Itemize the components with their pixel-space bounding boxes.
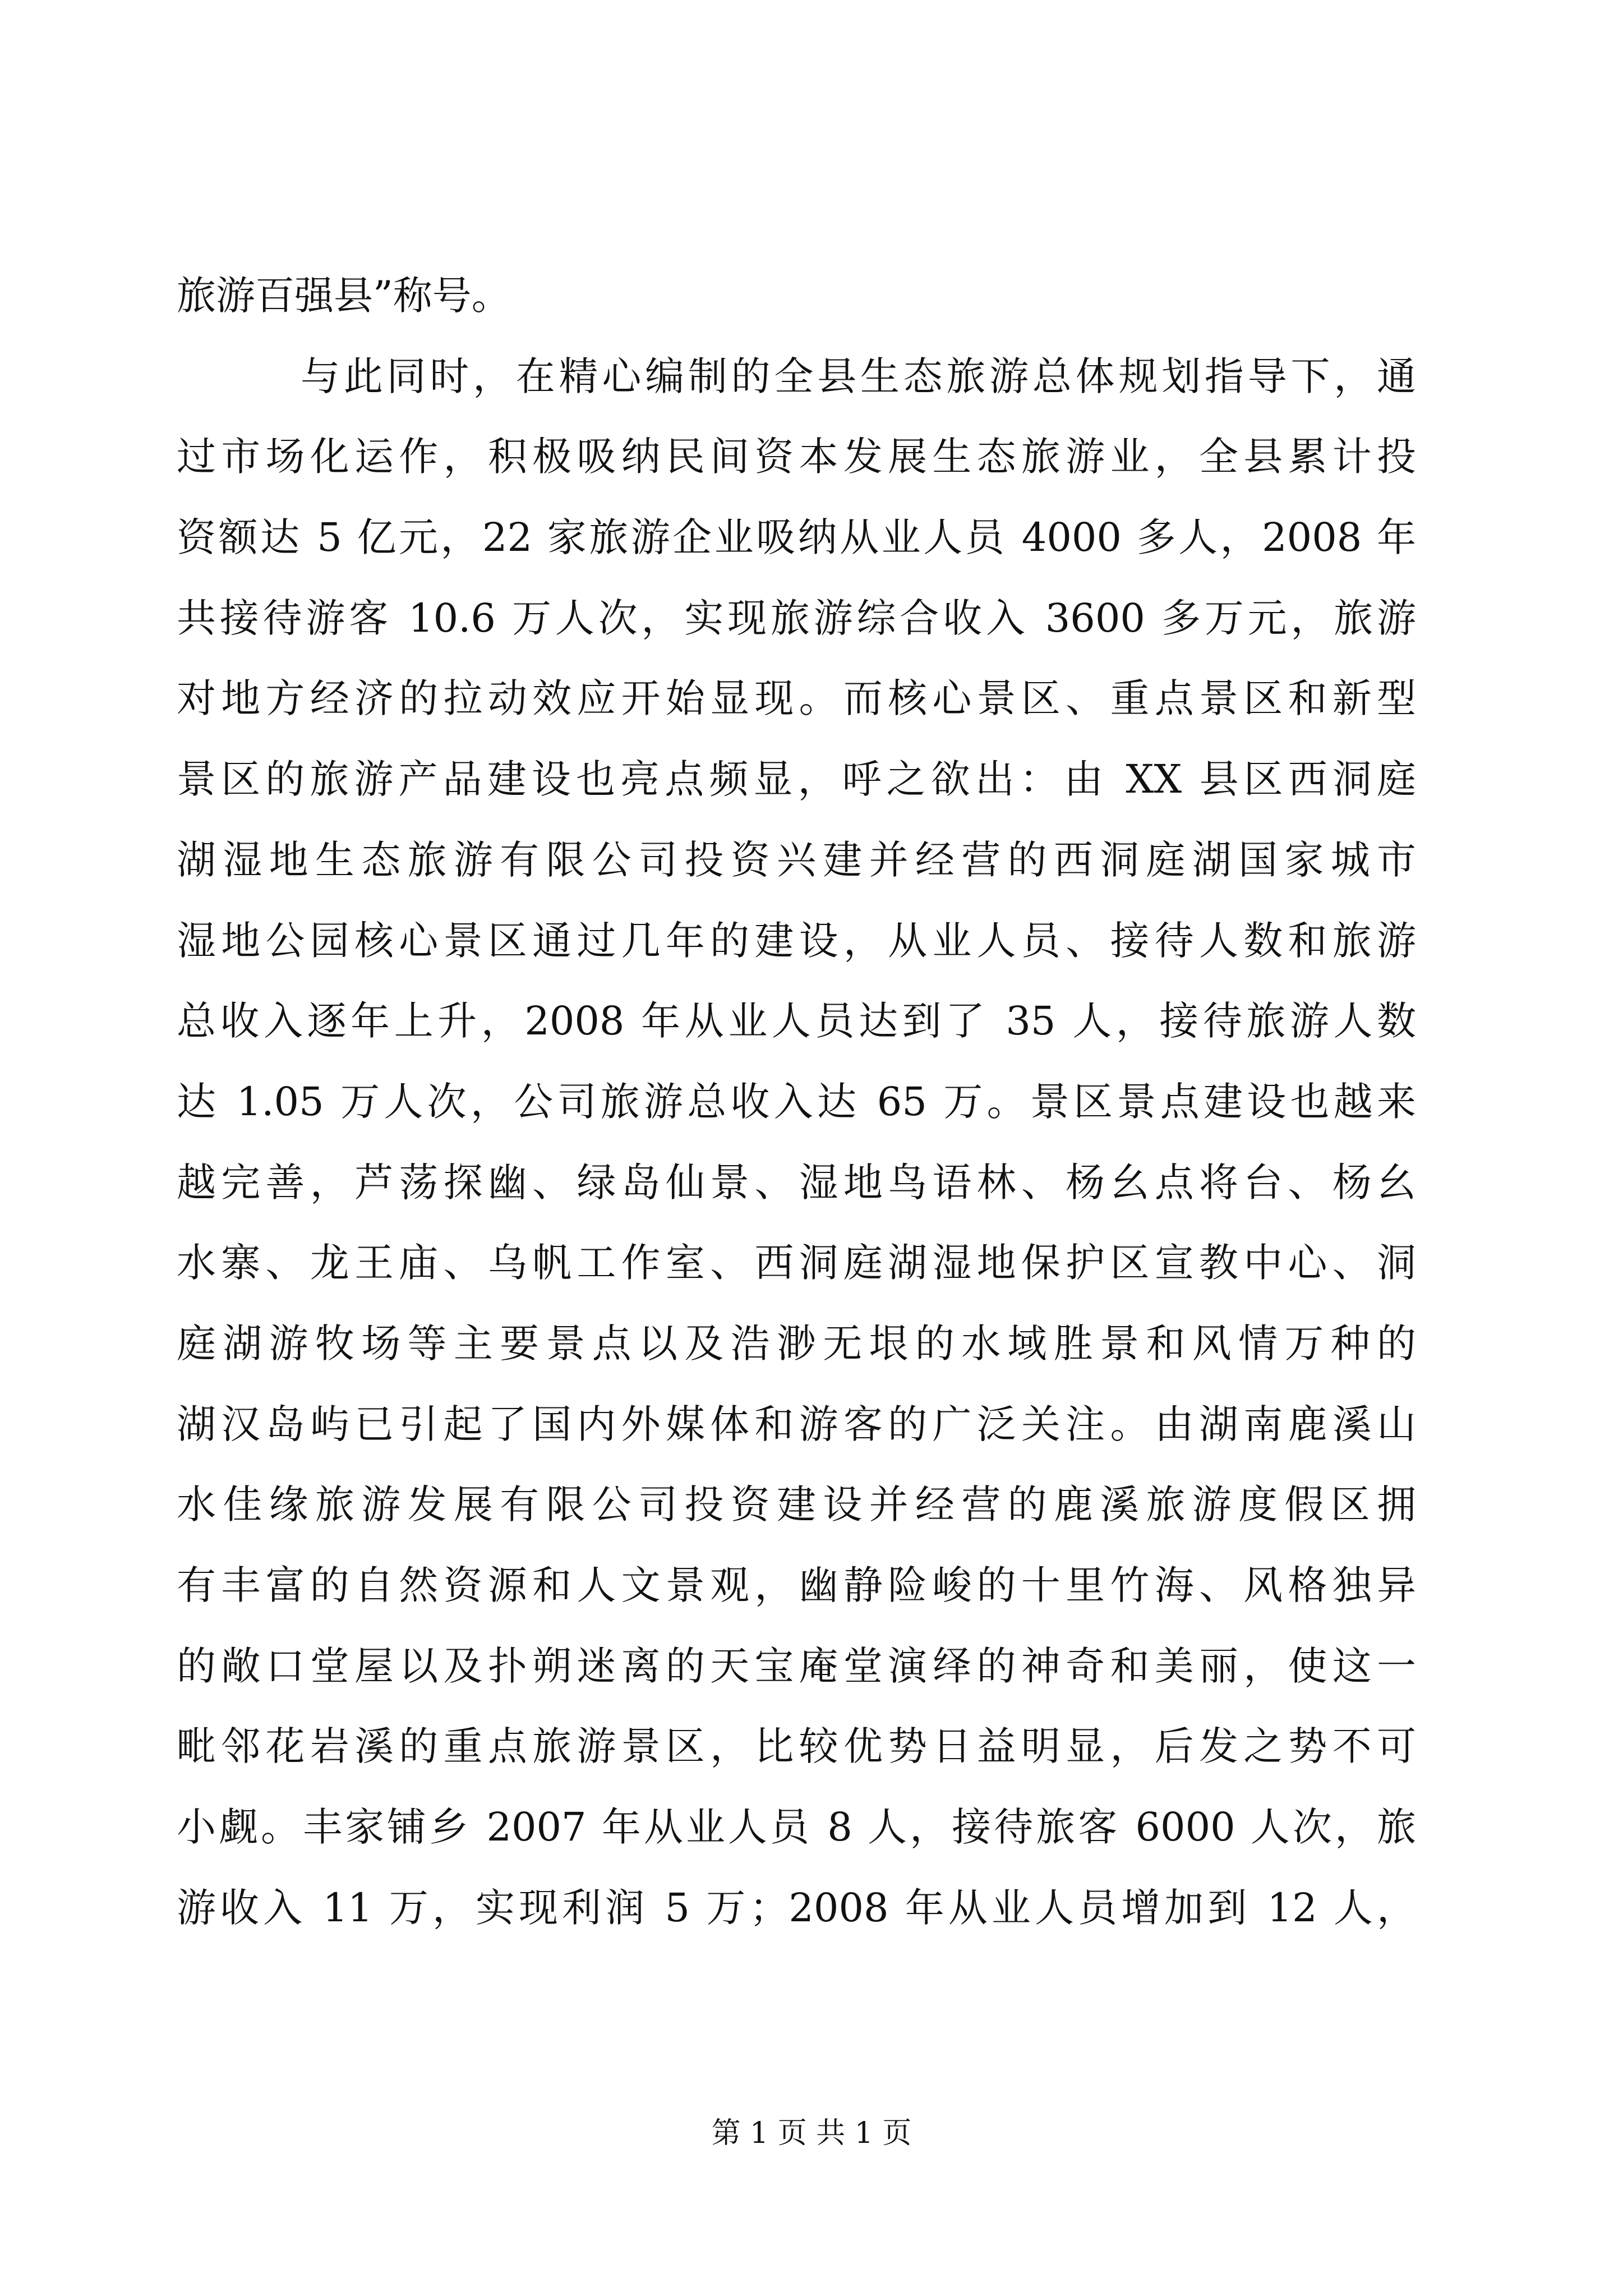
text-line: 共接待游客 10.6 万人次，实现旅游综合收入 3600 多万元，旅游	[177, 595, 1416, 641]
text-line: 湖汉岛屿已引起了国内外媒体和游客的广泛关注。由湖南鹿溪山	[177, 1401, 1416, 1447]
text-line: 小觑。丰家铺乡 2007 年从业人员 8 人，接待旅客 6000 人次，旅	[177, 1804, 1416, 1851]
text-line: 湖湿地生态旅游有限公司投资兴建并经营的西洞庭湖国家城市	[177, 836, 1416, 883]
text-line: 湿地公园核心景区通过几年的建设，从业人员、接待人数和旅游	[177, 917, 1416, 964]
text-line: 对地方经济的拉动效应开始显现。而核心景区、重点景区和新型	[177, 675, 1416, 722]
text-line: 的敞口堂屋以及扑朔迷离的天宝庵堂演绎的神奇和美丽，使这一	[177, 1642, 1416, 1689]
text-line: 毗邻花岩溪的重点旅游景区，比较优势日益明显，后发之势不可	[177, 1723, 1416, 1770]
page-number-label: 第 1 页 共 1 页	[711, 2116, 912, 2150]
text-line: 水佳缘旅游发展有限公司投资建设并经营的鹿溪旅游度假区拥	[177, 1481, 1416, 1528]
text-line: 总收入逐年上升，2008 年从业人员达到了 35 人，接待旅游人数	[177, 998, 1416, 1045]
text-line: 达 1.05 万人次，公司旅游总收入达 65 万。景区景点建设也越来	[177, 1078, 1416, 1125]
text-line: 有丰富的自然资源和人文景观，幽静险峻的十里竹海、风格独异	[177, 1562, 1416, 1608]
page-footer	[0, 2109, 1623, 2151]
text-line: 水寨、龙王庙、乌帆工作室、西洞庭湖湿地保护区宣教中心、洞	[177, 1240, 1416, 1286]
text-line: 越完善，芦荡探幽、绿岛仙景、湿地鸟语林、杨幺点将台、杨幺	[177, 1159, 1416, 1205]
text-line: 资额达 5 亿元，22 家旅游企业吸纳从业人员 4000 多人，2008 年	[177, 514, 1416, 561]
text-line: 与此同时，在精心编制的全县生态旅游总体规划指导下，通	[301, 353, 1416, 399]
text-line: 游收入 11 万，实现利润 5 万；2008 年从业人员增加到 12 人，	[177, 1884, 1416, 1931]
text-line: 景区的旅游产品建设也亮点频显，呼之欲出：由 XX 县区西洞庭	[177, 756, 1416, 803]
body-text	[177, 256, 1416, 1948]
text-line: 庭湖游牧场等主要景点以及浩渺无垠的水域胜景和风情万种的	[177, 1320, 1416, 1366]
text-line: 过市场化运作，积极吸纳民间资本发展生态旅游业，全县累计投	[177, 434, 1416, 480]
text-line: 旅游百强县”称号。	[177, 273, 511, 319]
